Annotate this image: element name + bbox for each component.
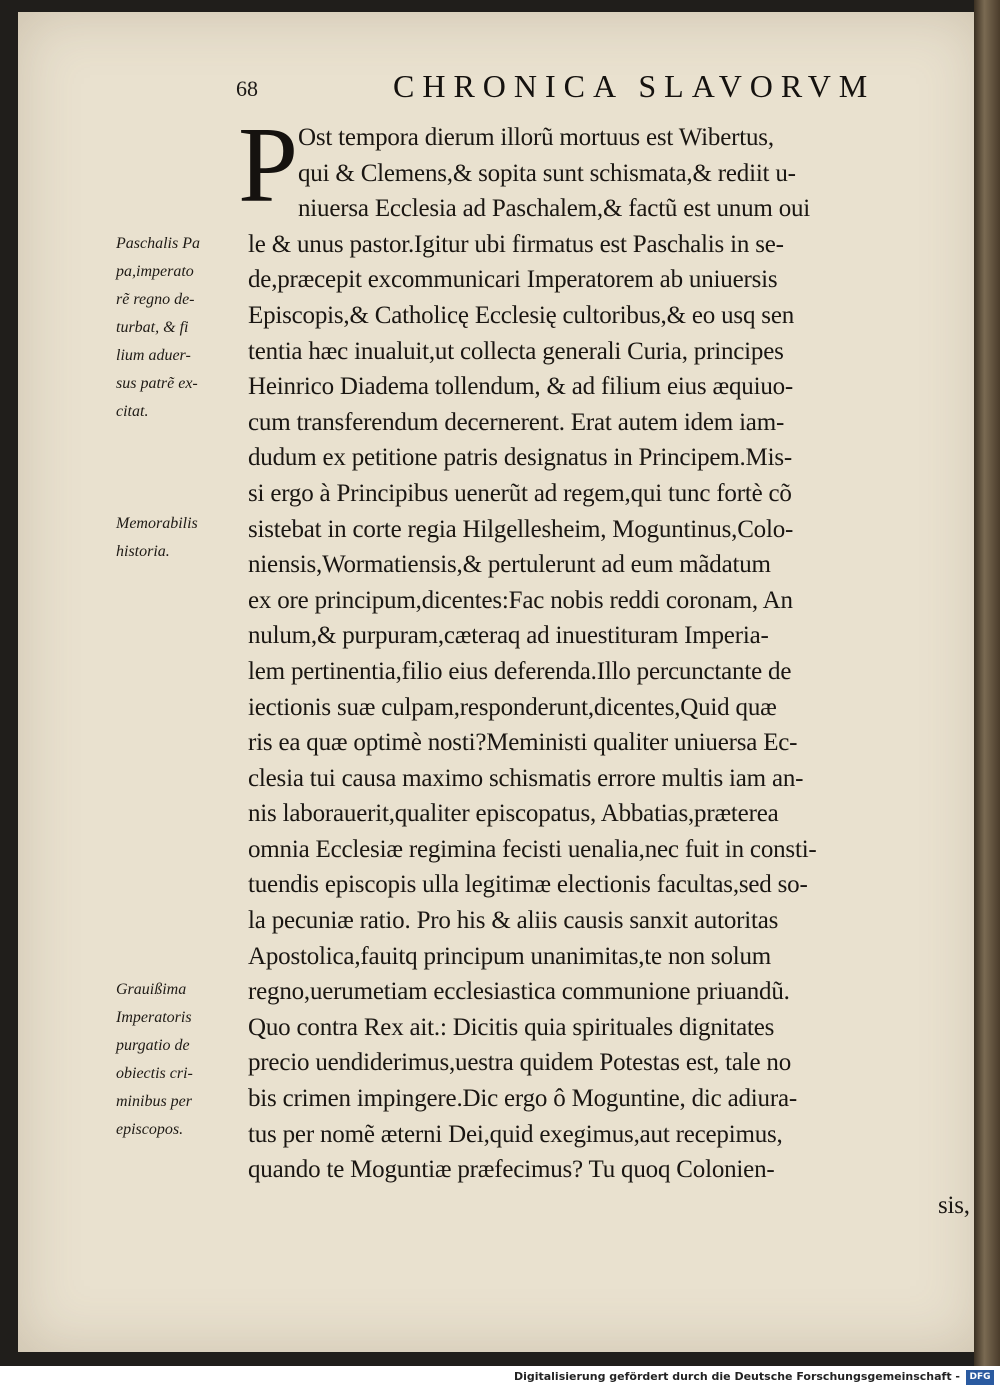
- digitization-footer: [0, 1366, 1000, 1390]
- book-binding-edge: [974, 0, 1000, 1366]
- text-line: precio uendiderimus,uestra quidem Potestas est, tale no: [248, 1049, 792, 1077]
- text-line: Ost tempora dierum illorũ mortuus est Wibertus,: [298, 124, 774, 151]
- marginal-line: pa,imperato: [116, 263, 194, 280]
- text-line: dudum ex petitione patris designatus in Principem.Mis-: [248, 444, 792, 472]
- text-line: ris ea quæ optimè nosti?Meministi qualiter uniuersa Ec-: [248, 729, 798, 757]
- text-line: sis,: [938, 1191, 970, 1219]
- text-line: sistebat in corte regia Hilgellesheim, Moguntinus,Colo-: [248, 515, 794, 543]
- text-line: nis laborauerit,qualiter episcopatus, Abbatias,præterea: [248, 800, 779, 828]
- drop-cap: P: [238, 106, 299, 225]
- page-number: 68: [236, 76, 258, 101]
- text-line: Quo contra Rex ait.: Dicitis quia spirituales dignitates: [248, 1013, 775, 1041]
- text-line: niuersa Ecclesia ad Paschalem,& factũ est unum oui: [298, 195, 811, 223]
- text-line: cum transferendum decernerent. Erat autem idem iam-: [248, 408, 785, 436]
- marginal-line: obiectis cri-: [116, 1065, 193, 1082]
- marginal-line: Paschalis Pa: [116, 235, 200, 252]
- marginal-line: Imperatoris: [116, 1009, 192, 1026]
- dfg-credit: Digitalisierung gefördert durch die Deutsche Forschungsgemeinschaft -: [513, 1370, 960, 1383]
- text-line: lem pertinentia,filio eius deferenda.Illo percunctante de: [248, 657, 792, 685]
- marginal-line: citat.: [116, 403, 149, 420]
- text-line: tus per nomẽ æterni Dei,quid exegimus,aut recepimus,: [248, 1120, 783, 1148]
- marginal-note-memorabilis: [116, 510, 252, 566]
- marginal-line: sus patrẽ ex-: [116, 375, 198, 392]
- marginal-line: minibus per: [116, 1093, 192, 1110]
- marginal-line: Grauißima: [116, 981, 187, 998]
- text-line: tuendis episcopis ulla legitimæ electionis facultas,sed so-: [248, 871, 808, 899]
- text-line: si ergo à Principibus uenerũt ad regem,qui tunc fortè cõ: [248, 479, 792, 507]
- marginal-line: episcopos.: [116, 1121, 184, 1138]
- text-line: qui & Clemens,& sopita sunt schismata,& rediit u-: [298, 159, 796, 187]
- marginal-line: lium aduer-: [116, 347, 191, 364]
- marginal-note-grauissima: [116, 976, 252, 1144]
- marginal-line: purgatio de: [116, 1037, 190, 1054]
- text-line: regno,uerumetiam ecclesiastica communione priuandũ.: [248, 978, 790, 1006]
- running-title: CHRONICA SLAVORVM: [393, 68, 876, 104]
- text-line: clesia tui causa maximo schismatis errore multis iam an-: [248, 764, 804, 792]
- text-line: tentia hæc inualuit,ut collecta generali Curia, principes: [248, 337, 784, 365]
- text-line: Apostolica,fauitq principum unanimitas,te non solum: [248, 942, 772, 970]
- marginal-line: rẽ regno de-: [116, 291, 195, 308]
- text-line: Heinrico Diadema tollendum, & ad filium eius æquiuo-: [248, 373, 794, 401]
- text-line: niensis,Wormatiensis,& pertulerunt ad eum mãdatum: [248, 551, 771, 579]
- text-line: Episcopis,& Catholicę Ecclesię cultoribus,& eo usq sen: [248, 301, 795, 329]
- marginal-line: turbat, & fi: [116, 319, 189, 336]
- text-line: le & unus pastor.Igitur ubi firmatus est Paschalis in se-: [248, 230, 784, 258]
- marginal-line: Memorabilis: [116, 515, 198, 532]
- text-line: iectionis suæ culpam,responderunt,dicentes,Quid quæ: [248, 693, 777, 721]
- text-line: de,præcepit excommunicari Imperatorem ab uniuersis: [248, 266, 778, 294]
- running-head: [218, 66, 958, 110]
- text-line: quando te Moguntiæ præfecimus? Tu quoq Colonien-: [248, 1156, 775, 1184]
- text-line: omnia Ecclesiæ regimina fecisti uenalia,nec fuit in consti-: [248, 835, 817, 863]
- main-text: [248, 120, 970, 1223]
- text-line: nulum,& purpuram,cæteraq ad inuestituram Imperia-: [248, 622, 769, 650]
- text-line: bis crimen impingere.Dic ergo ô Moguntine, dic adiura-: [248, 1085, 798, 1113]
- dfg-logo[interactable]: DFG: [966, 1370, 994, 1385]
- marginal-line: historia.: [116, 543, 170, 560]
- text-line: la pecuniæ ratio. Pro his & aliis causis sanxit autoritas: [248, 907, 779, 935]
- text-line: ex ore principum,dicentes:Fac nobis reddi coronam, An: [248, 586, 793, 614]
- marginal-note-paschalis: [116, 230, 252, 426]
